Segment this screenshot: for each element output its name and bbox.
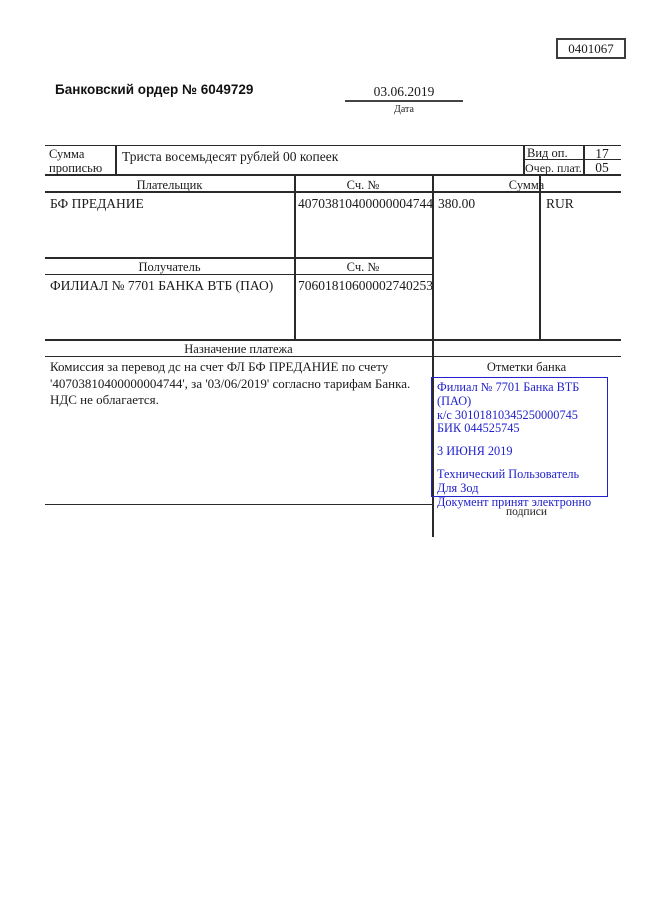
amount-words-label: Сумма прописью bbox=[49, 147, 103, 175]
stamp-bank-name: Филиал № 7701 Банка ВТБ (ПАО) bbox=[437, 380, 580, 408]
stamp-corr-account: к/с 30101810345250000745 bbox=[437, 407, 578, 422]
document-title: Банковский ордер № 6049729 bbox=[55, 82, 254, 97]
date-value: 03.06.2019 bbox=[373, 84, 435, 99]
payer-name: БФ ПРЕДАНИЕ bbox=[50, 196, 144, 211]
signatures-label: подписи bbox=[506, 506, 547, 518]
form-code: 0401067 bbox=[568, 41, 614, 56]
amount-in-words: Триста восемьдесят рублей 00 копеек bbox=[122, 149, 339, 164]
payer-account-label: Сч. № bbox=[346, 178, 380, 192]
purpose-top-rule bbox=[45, 339, 621, 341]
bank-stamp bbox=[431, 377, 608, 509]
sum-label: Сумма bbox=[508, 178, 545, 192]
date-underline bbox=[345, 100, 463, 102]
payee-account-label: Сч. № bbox=[346, 260, 380, 274]
stamp-operator: Технический Пользователь Для Зод bbox=[437, 466, 580, 495]
currency-column-divider bbox=[539, 175, 541, 340]
purpose-label: Назначение платежа bbox=[184, 342, 293, 356]
stamp-accepted-note: Документ принят электронно bbox=[437, 494, 592, 509]
date-label: Дата bbox=[394, 104, 414, 115]
payee-label: Получатель bbox=[138, 260, 201, 274]
table-bottom-rule bbox=[45, 504, 432, 505]
currency-code: RUR bbox=[546, 196, 574, 211]
payer-label: Плательщик bbox=[136, 178, 203, 192]
op-type-label: Вид оп. bbox=[527, 146, 568, 160]
account-column-divider bbox=[294, 175, 296, 340]
bank-marks-label: Отметки банка bbox=[486, 360, 567, 374]
stamp-bik: БИК 044525745 bbox=[437, 421, 520, 436]
priority-label: Очер. плат. bbox=[525, 161, 582, 175]
payee-name: ФИЛИАЛ № 7701 БАНКА ВТБ (ПАО) bbox=[50, 278, 274, 293]
purpose-text: Комиссия за перевод дс на счет ФЛ БФ ПРЕДАНИЕ по счету '40703810400000004744', за '03/06/2019' согласно тарифам Банка. НДС не облагается. bbox=[50, 359, 411, 407]
form-code-box bbox=[556, 38, 626, 59]
op-type-value: 17 bbox=[595, 146, 609, 161]
payer-account: 40703810400000004744 bbox=[298, 196, 433, 211]
amount-words-divider bbox=[115, 145, 117, 175]
stamp-date: 3 ИЮНЯ 2019 bbox=[437, 444, 513, 459]
amount-value: 380.00 bbox=[438, 196, 476, 211]
priority-value: 05 bbox=[595, 160, 609, 175]
payee-account: 70601810600002740253 bbox=[298, 278, 433, 293]
payee-top-rule bbox=[45, 257, 432, 259]
